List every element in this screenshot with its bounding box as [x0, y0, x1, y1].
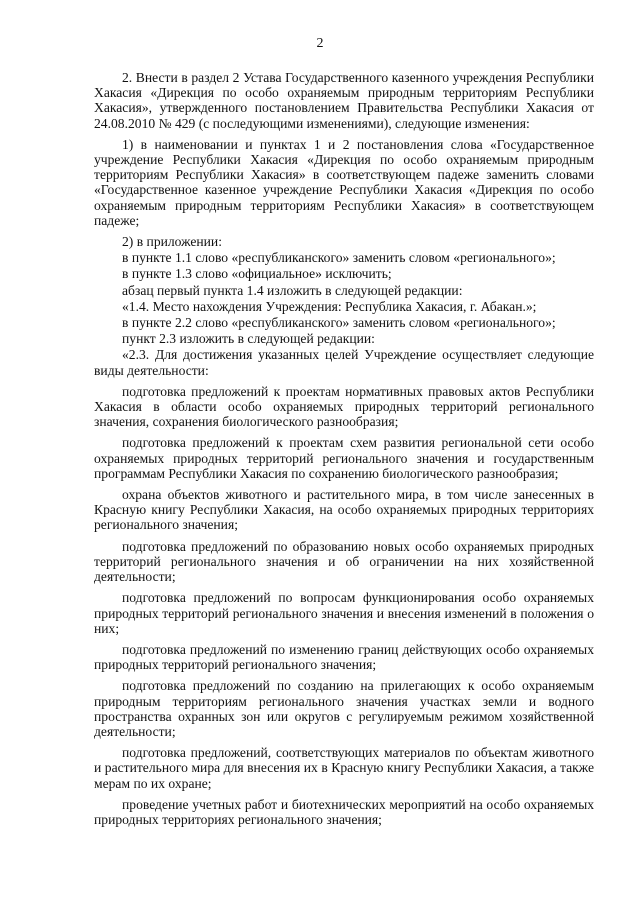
list-item-activity: подготовка предложений по созданию на прилегающих к особо охраняемым природным территориям регионального значения участках земли и водного пространства охранных зон или округов с регулируемым режимом хозяйственной деятельности;: [94, 678, 594, 739]
paragraph-clause-1-4-text: «1.4. Место нахождения Учреждения: Республика Хакасия, г. Абакан.»;: [122, 298, 537, 314]
paragraph-clause-2-2: в пункте 2.2 слово «республиканского» заменить словом «регионального»;: [122, 315, 556, 331]
document-body: [94, 70, 594, 831]
list-item-activity: охрана объектов животного и растительного мира, в том числе занесенных в Красную книгу Республики Хакасия, на особо охраняемых природных территориях регионального значения;: [94, 487, 594, 533]
list-item-activity: подготовка предложений по изменению границ действующих особо охраняемых природных территорий регионального значения;: [94, 641, 594, 673]
list-item-activity: проведение учетных работ и биотехнических мероприятий на особо охраняемых природных территориях регионального значения;: [94, 796, 594, 827]
list-item-activity: подготовка предложений к проектам схем развития региональной сети особо охраняемых природных территорий регионального значения и государственным программам Республики Хакасия по сохранению биологического разнообразия;: [94, 435, 594, 481]
list-item-activity: подготовка предложений по образованию новых особо охраняемых природных территорий регионального значения и об ограничении на них хозяйственной деятельности;: [94, 538, 594, 585]
paragraph-item-1: 1) в наименовании и пунктах 1 и 2 постановления слова «Государственное учреждение Республики Хакасия «Дирекция по особо охраняемым природным территориям Республики Хакасия» в соответствующем падеже заменить словами «Государственное казенное учреждение Республики Хакасия «Дирекция по особо охраняемым природным территориям Республики Хакасия» в соответствующем падеже;: [94, 136, 594, 228]
paragraph-amend-charter: 2. Внести в раздел 2 Устава Государственного казенного учреждения Республики Хакасия «Дирекция по особо охраняемым природным территориям Республики Хакасия», утвержденного постановлением Правительства Республики Хакасия от 24.08.2010 № 429 (с последующими изменениями), следующие изменения:: [94, 70, 594, 131]
paragraph-clause-1-3: в пункте 1.3 слово «официальное» исключить;: [122, 266, 392, 282]
paragraph-clause-1-4-intro: абзац первый пункта 1.4 изложить в следующей редакции:: [122, 282, 463, 298]
paragraph-item-2: 2) в приложении:: [122, 234, 222, 250]
list-item-activity: подготовка предложений, соответствующих материалов по объектам животного и растительного мира для внесения их в Красную книгу Республики Хакасия, а также мерам по их охране;: [94, 745, 594, 791]
page-number: 2: [316, 36, 324, 51]
paragraph-clause-1-1: в пункте 1.1 слово «республиканского» заменить словом «регионального»;: [122, 250, 556, 266]
paragraph-clause-2-3-text: «2.3. Для достижения указанных целей Учреждение осуществляет следующие виды деятельности:: [94, 347, 594, 378]
paragraph-clause-2-3-intro: пункт 2.3 изложить в следующей редакции:: [122, 331, 375, 347]
list-item-activity: подготовка предложений к проектам нормативных правовых актов Республики Хакасия в области особо охраняемых природных территорий регионального значения, сохранения биологического разнообразия;: [94, 383, 594, 430]
list-item-activity: подготовка предложений по вопросам функционирования особо охраняемых природных территорий регионального значения и внесения изменений в положения о них;: [94, 590, 594, 636]
